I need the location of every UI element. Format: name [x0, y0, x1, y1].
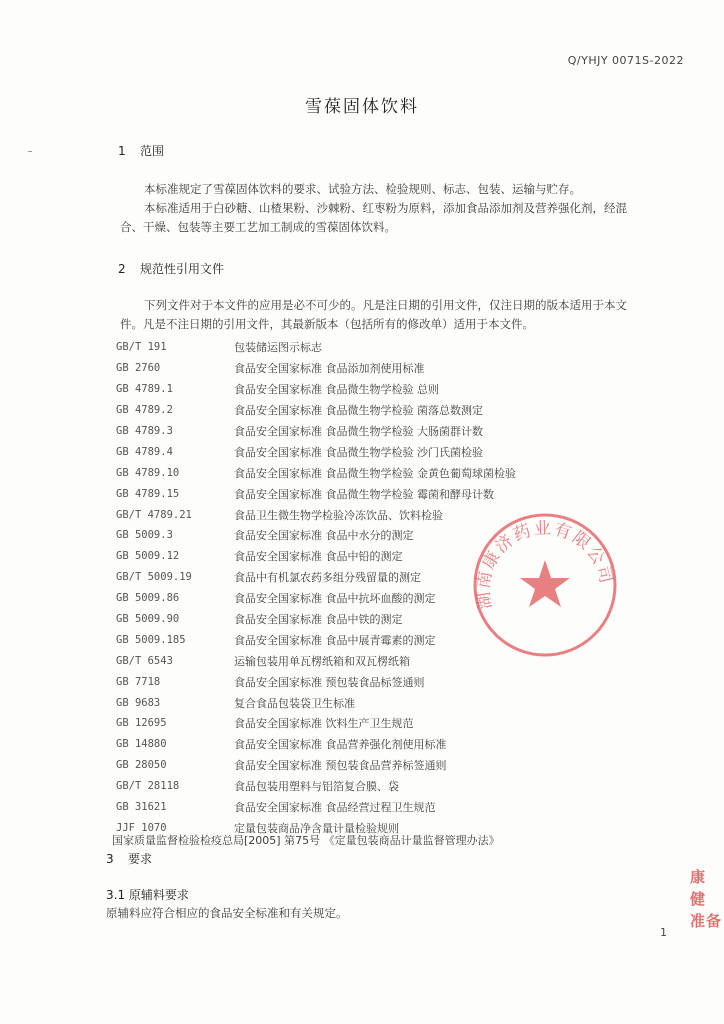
reference-title: 食品安全国家标准 食品中铅的测定 — [234, 550, 403, 564]
reference-title: 食品安全国家标准 食品微生物学检验 金黄色葡萄球菌检验 — [234, 466, 516, 480]
margin-mark — [28, 151, 32, 152]
reference-row — [116, 755, 676, 776]
scope-line: 本标准规定了雪葆固体饮料的要求、试验方法、检验规则、标志、包装、运输与贮存。 — [144, 182, 581, 196]
section-number: 2 — [118, 262, 126, 276]
reference-row — [116, 441, 676, 462]
reference-row — [116, 692, 676, 713]
reference-code: GB/T 4789.21 — [116, 508, 192, 521]
section-title: 范围 — [140, 144, 165, 158]
reference-row — [116, 671, 676, 692]
reference-title: 运输包装用单瓦楞纸箱和双瓦楞纸箱 — [234, 654, 410, 668]
section-title: 规范性引用文件 — [140, 262, 225, 276]
document-code: Q/YHJY 0071S-2022 — [567, 54, 684, 67]
reference-code: GB 4789.1 — [116, 383, 173, 396]
edge-stamp — [690, 866, 724, 936]
reference-code: GB/T 5009.19 — [116, 571, 192, 584]
reference-title: 食品安全国家标准 食品添加剂使用标准 — [234, 362, 425, 376]
reference-title: 复合食品包装袋卫生标准 — [234, 696, 355, 710]
reference-title: 食品安全国家标准 食品中铁的测定 — [234, 613, 403, 627]
reference-code: GB 5009.185 — [116, 633, 186, 646]
reference-row — [116, 462, 676, 483]
reference-code: GB 2760 — [116, 362, 161, 375]
seal-star-icon — [520, 560, 570, 607]
reference-title: 食品安全国家标准 食品微生物学检验 霉菌和酵母计数 — [234, 487, 494, 501]
reference-row — [116, 483, 676, 504]
raw-material-paragraph — [106, 904, 666, 923]
reference-title: 食品中有机氯农药多组分残留量的测定 — [234, 571, 421, 585]
edge-stamp-char: 健 — [690, 890, 707, 908]
reference-title: 食品安全国家标准 食品微生物学检验 总则 — [234, 383, 439, 397]
reference-code: GB 7718 — [116, 675, 161, 688]
page-title: 雪葆固体饮料 — [305, 97, 419, 117]
reference-row — [116, 421, 676, 442]
reference-code: GB 31621 — [116, 801, 167, 814]
reference-title: 包装储运图示标志 — [234, 341, 322, 355]
reference-code: GB 4789.15 — [116, 487, 180, 500]
refs-intro-line: 件。凡是不注日期的引用文件，其最新版本（包括所有的修改单）适用于本文件。 — [120, 317, 534, 331]
reference-code: GB 28050 — [116, 759, 167, 772]
company-seal-stamp — [470, 510, 620, 660]
reference-title: 食品安全国家标准 食品中抗坏血酸的测定 — [234, 592, 436, 606]
section-3-1-heading: 3.1 原辅料要求 — [106, 888, 189, 902]
reference-row — [116, 713, 676, 734]
reference-title: 食品安全国家标准 食品营养强化剂使用标准 — [234, 738, 447, 752]
reference-code: GB 5009.90 — [116, 613, 180, 626]
reference-title: 食品安全国家标准 食品微生物学检验 沙门氏菌检验 — [234, 445, 483, 459]
section-title: 要求 — [128, 852, 153, 866]
reference-code: GB 5009.86 — [116, 592, 180, 605]
reference-code: GB 14880 — [116, 738, 167, 751]
reference-code: GB/T 6543 — [116, 654, 173, 667]
section-number: 3 — [106, 852, 114, 866]
reference-code: GB 5009.3 — [116, 529, 173, 542]
reference-code: GB 4789.3 — [116, 425, 173, 437]
reference-code: GB/T 191 — [116, 341, 167, 354]
reference-code: GB 4789.2 — [116, 404, 173, 417]
reference-title: 食品安全国家标准 食品经营过程卫生规范 — [234, 801, 436, 815]
scope-line: 合、干燥、包装等主要工艺加工制成的雪葆固体饮料。 — [120, 220, 396, 234]
page-number: 1 — [660, 926, 667, 939]
section-number: 1 — [118, 144, 126, 158]
reference-row — [116, 797, 676, 818]
reference-title: 食品安全国家标准 预包装食品营养标签通则 — [234, 759, 447, 773]
reference-row — [116, 358, 676, 379]
seal-text: 湖南康济药业有限公司 — [473, 518, 617, 611]
reference-row — [116, 400, 676, 421]
refs-intro-line: 下列文件对于本文件的应用是必不可少的。凡是注日期的引用文件，仅注日期的版本适用于本文 — [144, 298, 627, 312]
reference-title: 食品安全国家标准 饮料生产卫生规范 — [234, 717, 414, 731]
reference-row — [116, 337, 676, 358]
raw-material-text: 原辅料应符合相应的食品安全标准和有关规定。 — [106, 906, 348, 920]
section-3-heading — [106, 850, 152, 867]
reference-title: 食品安全国家标准 食品中展青霉素的测定 — [234, 633, 436, 647]
reference-code: GB 5009.12 — [116, 550, 180, 563]
reference-title: 食品包装用塑料与铝箔复合膜、袋 — [234, 780, 399, 794]
section-2-heading — [118, 260, 224, 277]
reference-title: 食品安全国家标准 食品微生物学检验 菌落总数测定 — [234, 404, 483, 418]
edge-stamp-char: 准备 — [690, 912, 723, 930]
edge-stamp-char: 康 — [690, 868, 707, 886]
decree-reference: 国家质量监督检验检疫总局[2005] 第75号 《定量包装商品计量监督管理办法》 — [112, 834, 500, 847]
reference-code: GB 4789.4 — [116, 445, 173, 458]
reference-code: GB 9683 — [116, 696, 161, 709]
reference-title: 食品安全国家标准 食品中水分的测定 — [234, 529, 414, 543]
scope-paragraph — [120, 180, 680, 237]
reference-code: GB 12695 — [116, 717, 167, 730]
reference-row — [116, 776, 676, 797]
reference-row — [116, 734, 676, 755]
reference-code: GB/T 28118 — [116, 780, 180, 793]
reference-code: GB 4789.10 — [116, 466, 180, 479]
reference-code: JJF 1070 — [116, 821, 167, 834]
refs-intro-paragraph — [120, 296, 680, 334]
scope-line: 本标准适用于白砂糖、山楂果粉、沙棘粉、红枣粉为原料，添加食品添加剂及营养强化剂，经混 — [144, 201, 627, 215]
reference-title: 食品安全国家标准 预包装食品标签通则 — [234, 675, 425, 689]
reference-title: 定量包装商品净含量计量检验规则 — [234, 821, 399, 835]
reference-title: 食品卫生微生物学检验冷冻饮品、饮料检验 — [234, 508, 443, 522]
section-1-heading — [118, 142, 164, 159]
reference-row — [116, 379, 676, 400]
reference-title: 食品安全国家标准 食品微生物学检验 大肠菌群计数 — [234, 425, 483, 438]
